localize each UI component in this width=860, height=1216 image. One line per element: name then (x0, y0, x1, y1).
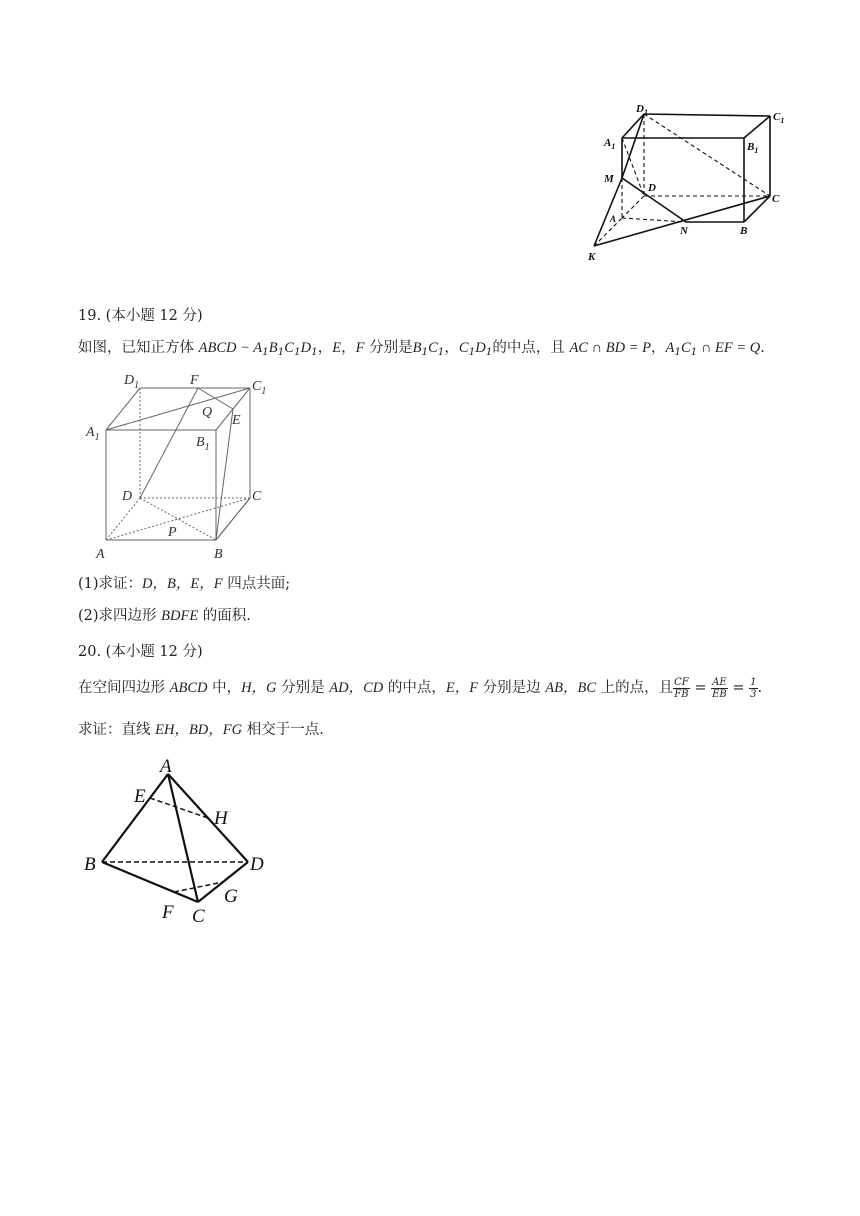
label-C: C (192, 906, 205, 927)
q20-stem: 在空间四边形 ABCD 中，H，G 分别是 AD，CD 的中点，E，F 分别是边 AB，BC 上的点，且 $\frac{CF}{FB}$ = $\frac{AE}{EB}$ = $\frac{1}{3}$ . (78, 676, 763, 700)
label-D1: $D_1$ (636, 103, 648, 117)
label-P: P (168, 525, 177, 540)
label-B: B (214, 547, 223, 562)
figure-cuboid-mnk (580, 100, 795, 265)
label-F: F (190, 373, 199, 388)
label-A1: $A_1$ (86, 425, 100, 443)
label-D: D (122, 489, 133, 504)
label-C: C (772, 193, 780, 205)
label-Q: Q (202, 405, 213, 420)
fraction-ae-eb: $\frac{AE}{EB}$ (712, 676, 727, 700)
q20-header: 20. (本小题 12 分) (78, 644, 203, 660)
fraction-one-third: $\frac{1}{3}$ (750, 676, 757, 700)
label-G: G (224, 886, 238, 907)
label-D1: $D_1$ (124, 373, 140, 391)
label-E: E (232, 413, 241, 428)
label-C1: $C_1$ (773, 111, 785, 125)
label-F: F (162, 902, 174, 923)
label-A: A (96, 547, 105, 562)
label-D: D (648, 182, 656, 194)
label-B: B (740, 225, 748, 237)
label-H: H (214, 808, 228, 829)
q19-header: 19. (本小题 12 分) (78, 308, 203, 324)
label-B1: $B_1$ (747, 141, 759, 155)
fraction-cf-fb: $\frac{CF}{FB}$ (674, 676, 689, 700)
label-B: B (84, 854, 96, 875)
label-B1: $B_1$ (196, 435, 210, 453)
label-N: N (680, 225, 688, 237)
label-A: A (610, 214, 617, 224)
q19-part2: (2)求四边形 BDFE 的面积. (78, 608, 251, 624)
q19-stem: 如图，已知正方体 ABCD − $A_1B_1C_1D_1$，E，F 分别是$B_1C_1$，$C_1D_1$的中点，且 AC ∩ BD = P，$A_1C_1$ ∩ EF = Q. (78, 340, 765, 359)
q19-part1: (1)求证：D，B，E，F 四点共面; (78, 576, 291, 592)
q20-prove: 求证：直线 EH，BD，FG 相交于一点. (78, 722, 324, 738)
figure-cube (80, 364, 280, 564)
label-C: C (252, 489, 262, 504)
label-C1: $C_1$ (252, 379, 267, 397)
label-K: K (588, 251, 596, 263)
label-M: M (604, 173, 614, 185)
label-E: E (134, 786, 146, 807)
label-A1: $A_1$ (604, 137, 616, 151)
label-D: D (250, 854, 264, 875)
figure-tetrahedron (80, 752, 280, 927)
label-A: A (160, 756, 172, 777)
